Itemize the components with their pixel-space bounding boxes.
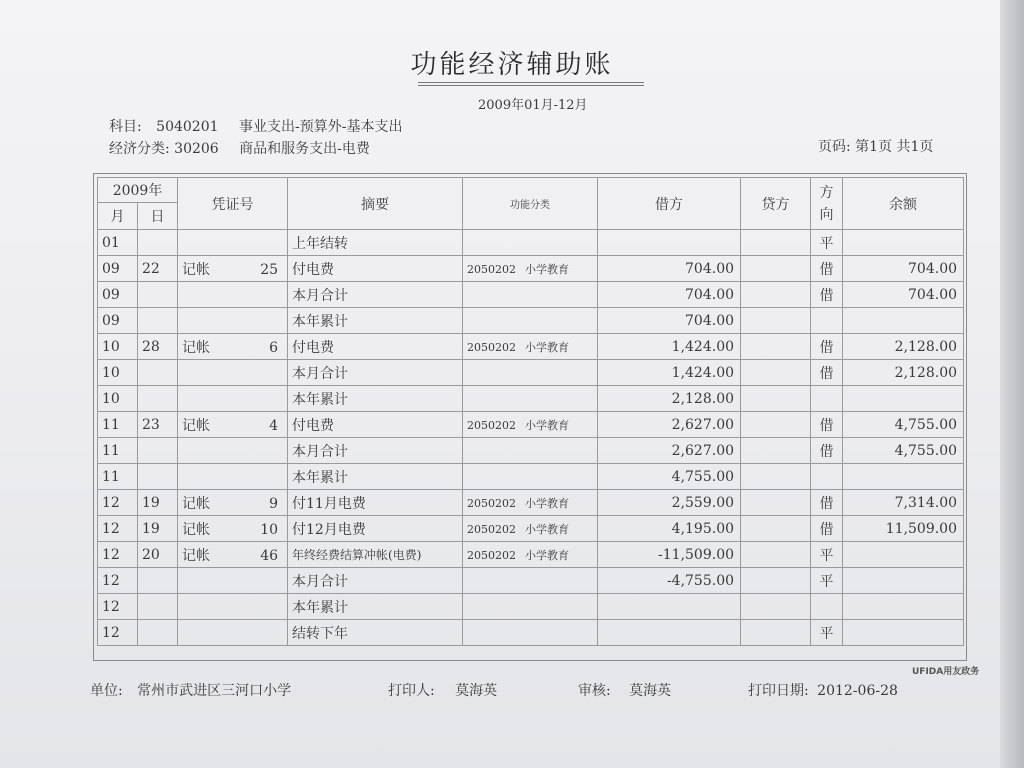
cell-balance: 11,509.00 — [843, 516, 964, 542]
cell-function — [463, 490, 598, 516]
table-row — [98, 360, 964, 386]
cell-balance: 7,314.00 — [843, 490, 964, 516]
header-voucher: 凭证号 — [178, 178, 288, 230]
function-code: 2050202 — [467, 548, 517, 562]
cell-month: 10 — [98, 360, 138, 386]
printer-value: 莫海英 — [455, 683, 498, 699]
cell-debit: -4,755.00 — [598, 568, 741, 594]
cell-month: 12 — [98, 516, 138, 542]
voucher-type: 记帐 — [182, 547, 211, 564]
cell-debit: 2,627.00 — [598, 438, 741, 464]
cell-month: 12 — [98, 568, 138, 594]
cell-day: 28 — [138, 334, 178, 360]
cell-debit: 2,559.00 — [598, 490, 741, 516]
cell-credit — [741, 516, 811, 542]
cell-day: 22 — [138, 256, 178, 282]
cell-debit — [598, 620, 741, 646]
header-debit: 借方 — [598, 178, 741, 230]
cell-month: 12 — [98, 490, 138, 516]
function-name: 小学教育 — [525, 496, 570, 510]
page-info — [818, 136, 933, 156]
cell-day — [138, 594, 178, 620]
unit-value: 常州市武进区三河口小学 — [137, 683, 292, 699]
cell-month: 10 — [98, 334, 138, 360]
cell-direction: 借 — [811, 438, 843, 464]
voucher-type: 记帐 — [182, 339, 211, 356]
cell-balance: 704.00 — [843, 256, 964, 282]
cell-summary: 本年累计 — [288, 386, 463, 412]
table-row — [98, 230, 964, 256]
header-direction: 方向 — [811, 178, 843, 230]
cell-month: 01 — [98, 230, 138, 256]
ufida-brand-logo: UFIDA用友政务 — [912, 667, 980, 677]
cell-balance — [843, 386, 964, 412]
cell-summary: 本年累计 — [288, 308, 463, 334]
voucher-number: 46 — [260, 547, 279, 564]
cell-balance — [843, 464, 964, 490]
voucher-number: 25 — [260, 261, 279, 278]
cell-day — [138, 620, 178, 646]
cell-voucher — [178, 568, 288, 594]
header-day: 日 — [138, 203, 178, 230]
cell-summary: 年终经费结算冲帐(电费) — [288, 542, 463, 568]
cell-day — [138, 464, 178, 490]
cell-balance: 704.00 — [843, 282, 964, 308]
cell-day: 19 — [138, 516, 178, 542]
cell-debit — [598, 594, 741, 620]
table-row — [98, 490, 964, 516]
cell-function — [463, 230, 598, 256]
function-code: 2050202 — [467, 340, 517, 354]
cell-summary: 付电费 — [288, 412, 463, 438]
cell-direction — [811, 464, 843, 490]
function-code: 2050202 — [467, 418, 517, 432]
voucher-type: 记帐 — [182, 521, 211, 538]
function-name: 小学教育 — [525, 522, 570, 536]
cell-summary: 本月合计 — [288, 568, 463, 594]
unit-label: 单位: — [90, 683, 123, 699]
cell-summary: 本月合计 — [288, 438, 463, 464]
cell-direction — [811, 594, 843, 620]
table-row — [98, 282, 964, 308]
cell-summary: 付11月电费 — [288, 490, 463, 516]
table-row — [98, 568, 964, 594]
cell-voucher — [178, 386, 288, 412]
voucher-number: 9 — [269, 495, 279, 512]
page-value: 第1页 共1页 — [855, 139, 934, 155]
cell-direction: 借 — [811, 256, 843, 282]
cell-day — [138, 308, 178, 334]
table-row — [98, 542, 964, 568]
cell-credit — [741, 386, 811, 412]
table-row — [98, 412, 964, 438]
cell-voucher — [178, 516, 288, 542]
cell-month: 09 — [98, 308, 138, 334]
cell-summary: 本年累计 — [288, 594, 463, 620]
reviewer-value: 莫海英 — [629, 683, 672, 699]
cell-summary: 上年结转 — [288, 230, 463, 256]
subject-code: 5040201 — [156, 119, 219, 135]
ledger-table-frame — [93, 173, 967, 661]
cell-voucher — [178, 308, 288, 334]
cell-summary: 本月合计 — [288, 360, 463, 386]
cell-debit: 2,627.00 — [598, 412, 741, 438]
cell-direction — [811, 386, 843, 412]
cell-credit — [741, 282, 811, 308]
cell-summary: 结转下年 — [288, 620, 463, 646]
table-row — [98, 620, 964, 646]
header-summary: 摘要 — [288, 178, 463, 230]
econ-line — [109, 138, 370, 158]
table-row — [98, 386, 964, 412]
cell-balance: 2,128.00 — [843, 334, 964, 360]
cell-day: 19 — [138, 490, 178, 516]
cell-balance — [843, 620, 964, 646]
function-name: 小学教育 — [525, 418, 570, 432]
cell-debit: -11,509.00 — [598, 542, 741, 568]
cell-direction: 借 — [811, 282, 843, 308]
cell-debit: 704.00 — [598, 308, 741, 334]
cell-month: 11 — [98, 464, 138, 490]
cell-function — [463, 542, 598, 568]
voucher-type: 记帐 — [182, 417, 211, 434]
cell-function — [463, 594, 598, 620]
table-row — [98, 256, 964, 282]
table-row — [98, 308, 964, 334]
print-date-label: 打印日期: — [748, 683, 809, 699]
cell-day — [138, 360, 178, 386]
function-name: 小学教育 — [525, 548, 570, 562]
cell-balance — [843, 594, 964, 620]
header-month: 月 — [98, 203, 138, 230]
title-underline — [418, 82, 644, 86]
cell-function — [463, 620, 598, 646]
cell-debit — [598, 230, 741, 256]
cell-summary: 付电费 — [288, 256, 463, 282]
footer-reviewer — [578, 680, 671, 700]
period: 2009年01月-12月 — [478, 98, 588, 113]
function-code: 2050202 — [467, 496, 517, 510]
voucher-number: 4 — [269, 417, 279, 434]
cell-voucher — [178, 360, 288, 386]
cell-month: 11 — [98, 412, 138, 438]
cell-voucher — [178, 542, 288, 568]
cell-credit — [741, 464, 811, 490]
cell-credit — [741, 620, 811, 646]
table-row — [98, 516, 964, 542]
header-function: 功能分类 — [463, 178, 598, 230]
cell-balance — [843, 230, 964, 256]
cell-month: 09 — [98, 256, 138, 282]
cell-day: 20 — [138, 542, 178, 568]
cell-day — [138, 568, 178, 594]
ledger-table — [97, 177, 964, 646]
cell-function — [463, 282, 598, 308]
subject-label: 科目: — [109, 119, 142, 135]
function-name: 小学教育 — [525, 262, 570, 276]
table-row — [98, 594, 964, 620]
header-balance: 余额 — [843, 178, 964, 230]
cell-function — [463, 438, 598, 464]
cell-month: 09 — [98, 282, 138, 308]
table-row — [98, 464, 964, 490]
cell-summary: 本月合计 — [288, 282, 463, 308]
cell-debit: 1,424.00 — [598, 334, 741, 360]
cell-debit: 4,195.00 — [598, 516, 741, 542]
cell-direction: 平 — [811, 230, 843, 256]
cell-function — [463, 464, 598, 490]
cell-debit: 704.00 — [598, 282, 741, 308]
cell-function — [463, 386, 598, 412]
cell-function — [463, 308, 598, 334]
cell-function — [463, 516, 598, 542]
print-date-value: 2012-06-28 — [817, 683, 898, 699]
cell-debit: 2,128.00 — [598, 386, 741, 412]
cell-debit: 704.00 — [598, 256, 741, 282]
cell-credit — [741, 360, 811, 386]
voucher-number: 10 — [260, 521, 279, 538]
cell-voucher — [178, 230, 288, 256]
cell-direction: 平 — [811, 542, 843, 568]
header-credit: 贷方 — [741, 178, 811, 230]
function-code: 2050202 — [467, 262, 517, 276]
cell-day — [138, 438, 178, 464]
cell-function — [463, 256, 598, 282]
cell-voucher — [178, 490, 288, 516]
cell-debit: 4,755.00 — [598, 464, 741, 490]
cell-month: 12 — [98, 542, 138, 568]
cell-direction: 平 — [811, 620, 843, 646]
cell-credit — [741, 542, 811, 568]
voucher-number: 6 — [269, 339, 279, 356]
cell-day — [138, 230, 178, 256]
cell-credit — [741, 412, 811, 438]
cell-balance: 4,755.00 — [843, 438, 964, 464]
table-row — [98, 334, 964, 360]
subject-name: 事业支出-预算外-基本支出 — [238, 119, 403, 135]
footer-unit — [90, 680, 291, 700]
cell-voucher — [178, 282, 288, 308]
printer-label: 打印人: — [388, 683, 435, 699]
cell-balance — [843, 568, 964, 594]
cell-direction — [811, 308, 843, 334]
cell-function — [463, 360, 598, 386]
cell-function — [463, 334, 598, 360]
cell-credit — [741, 594, 811, 620]
cell-credit — [741, 230, 811, 256]
reviewer-label: 审核: — [578, 683, 611, 699]
cell-day: 23 — [138, 412, 178, 438]
cell-day — [138, 386, 178, 412]
cell-direction: 借 — [811, 490, 843, 516]
cell-summary: 付12月电费 — [288, 516, 463, 542]
voucher-type: 记帐 — [182, 261, 211, 278]
footer-print-date — [748, 680, 898, 700]
function-code: 2050202 — [467, 522, 517, 536]
cell-direction: 平 — [811, 568, 843, 594]
cell-summary: 本年累计 — [288, 464, 463, 490]
cell-credit — [741, 334, 811, 360]
header-year: 2009年 — [98, 178, 178, 203]
cell-direction: 借 — [811, 412, 843, 438]
cell-credit — [741, 490, 811, 516]
cell-balance: 4,755.00 — [843, 412, 964, 438]
cell-credit — [741, 256, 811, 282]
cell-day — [138, 282, 178, 308]
cell-debit: 1,424.00 — [598, 360, 741, 386]
cell-month: 10 — [98, 386, 138, 412]
cell-balance — [843, 308, 964, 334]
econ-label: 经济分类: — [109, 141, 170, 157]
cell-voucher — [178, 334, 288, 360]
cell-voucher — [178, 412, 288, 438]
cell-voucher — [178, 464, 288, 490]
cell-direction: 借 — [811, 516, 843, 542]
paper-edge — [1000, 0, 1024, 768]
cell-voucher — [178, 438, 288, 464]
table-row — [98, 438, 964, 464]
cell-credit — [741, 308, 811, 334]
cell-month: 12 — [98, 620, 138, 646]
cell-credit — [741, 568, 811, 594]
cell-balance — [843, 542, 964, 568]
footer-printer — [388, 680, 497, 700]
econ-code: 30206 — [174, 141, 219, 157]
cell-balance: 2,128.00 — [843, 360, 964, 386]
cell-month: 12 — [98, 594, 138, 620]
cell-credit — [741, 438, 811, 464]
page-label: 页码: — [818, 139, 851, 155]
econ-name: 商品和服务支出-电费 — [239, 141, 370, 157]
cell-voucher — [178, 620, 288, 646]
function-name: 小学教育 — [525, 340, 570, 354]
cell-function — [463, 568, 598, 594]
cell-voucher — [178, 594, 288, 620]
cell-month: 11 — [98, 438, 138, 464]
document-title: 功能经济辅助账 — [410, 50, 614, 80]
cell-direction: 借 — [811, 334, 843, 360]
cell-function — [463, 412, 598, 438]
cell-direction: 借 — [811, 360, 843, 386]
subject-line — [109, 116, 402, 136]
cell-summary: 付电费 — [288, 334, 463, 360]
cell-voucher — [178, 256, 288, 282]
voucher-type: 记帐 — [182, 495, 211, 512]
